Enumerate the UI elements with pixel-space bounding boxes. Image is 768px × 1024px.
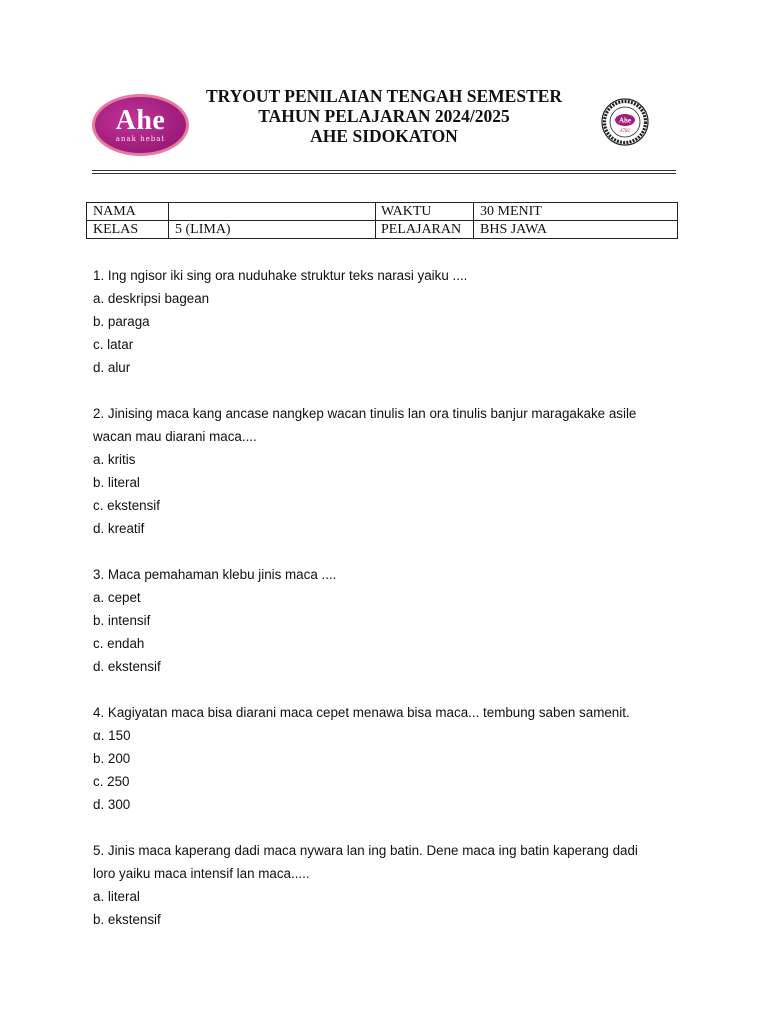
subject-value: BHS JAWA: [474, 221, 678, 239]
question-stem: 4. Kagiyatan maca bisa diarani maca cepet menawa bisa maca... tembung saben samenit.: [93, 705, 630, 720]
title-line-2: TAHUN PELAJARAN 2024/2025: [258, 106, 510, 126]
answer-option: a. deskripsi bagean: [93, 291, 210, 306]
answer-option: d. alur: [93, 360, 131, 375]
answer-option: b. literal: [93, 475, 140, 490]
answer-option: c. 250: [93, 774, 130, 789]
answer-option: d. 300: [93, 797, 131, 812]
question-stem: 1. Ing ngisor iki sing ora nuduhake struktur teks narasi yaiku ....: [93, 268, 468, 283]
institution-seal-icon: [601, 98, 649, 146]
answer-option: b. ekstensif: [93, 912, 161, 927]
title-line-3: AHE SIDOKATON: [310, 126, 458, 146]
question-stem: 5. Jinis maca kaperang dadi maca nywara lan ing batin. Dene maca ing batin kaperang dadi: [93, 843, 638, 858]
answer-option: c. ekstensif: [93, 498, 160, 513]
answer-option: b. 200: [93, 751, 131, 766]
student-info-table: [86, 202, 678, 239]
question-5: [93, 839, 683, 931]
question-3: [93, 563, 683, 678]
answer-option: a. cepet: [93, 590, 141, 605]
ahe-logo: [92, 94, 189, 156]
header-divider-bottom: [92, 173, 676, 174]
question-stem: 2. Jinising maca kang ancase nangkep wacan tinulis lan ora tinulis banjur maragakake asile: [93, 406, 637, 421]
document-header: [0, 0, 768, 180]
class-label: KELAS: [87, 221, 169, 239]
seal-number-text: 4782: [620, 129, 630, 134]
question-stem: 3. Maca pemahaman klebu jinis maca ....: [93, 567, 337, 582]
name-value: [169, 203, 376, 221]
question-list: [93, 264, 683, 954]
class-value: 5 (LIMA): [169, 221, 376, 239]
name-label: NAMA: [87, 203, 169, 221]
table-row: [87, 221, 678, 239]
answer-option: c. latar: [93, 337, 134, 352]
question-4: [93, 701, 683, 816]
document-title: [190, 86, 578, 146]
header-divider-top: [92, 170, 676, 171]
answer-option: b. paraga: [93, 314, 150, 329]
question-stem-continued: loro yaiku maca intensif lan maca.....: [93, 866, 310, 881]
logo-tagline: anak hebat: [115, 134, 166, 143]
seal-brand-text: Ahe: [618, 116, 632, 125]
subject-label: PELAJARAN: [376, 221, 474, 239]
question-stem-continued: wacan mau diarani maca....: [93, 429, 257, 444]
time-label: WAKTU: [376, 203, 474, 221]
answer-option: d. kreatif: [93, 521, 145, 536]
answer-option: a. literal: [93, 889, 140, 904]
title-line-1: TRYOUT PENILAIAN TENGAH SEMESTER: [205, 86, 563, 106]
question-2: [93, 402, 683, 540]
answer-option: α. 150: [93, 728, 131, 743]
question-1: [93, 264, 683, 379]
answer-option: d. ekstensif: [93, 659, 161, 674]
time-value: 30 MENIT: [474, 203, 678, 221]
answer-option: c. endah: [93, 636, 145, 651]
logo-brand-text: Ahe: [115, 104, 166, 136]
table-row: [87, 203, 678, 221]
answer-option: a. kritis: [93, 452, 136, 467]
answer-option: b. intensif: [93, 613, 151, 628]
